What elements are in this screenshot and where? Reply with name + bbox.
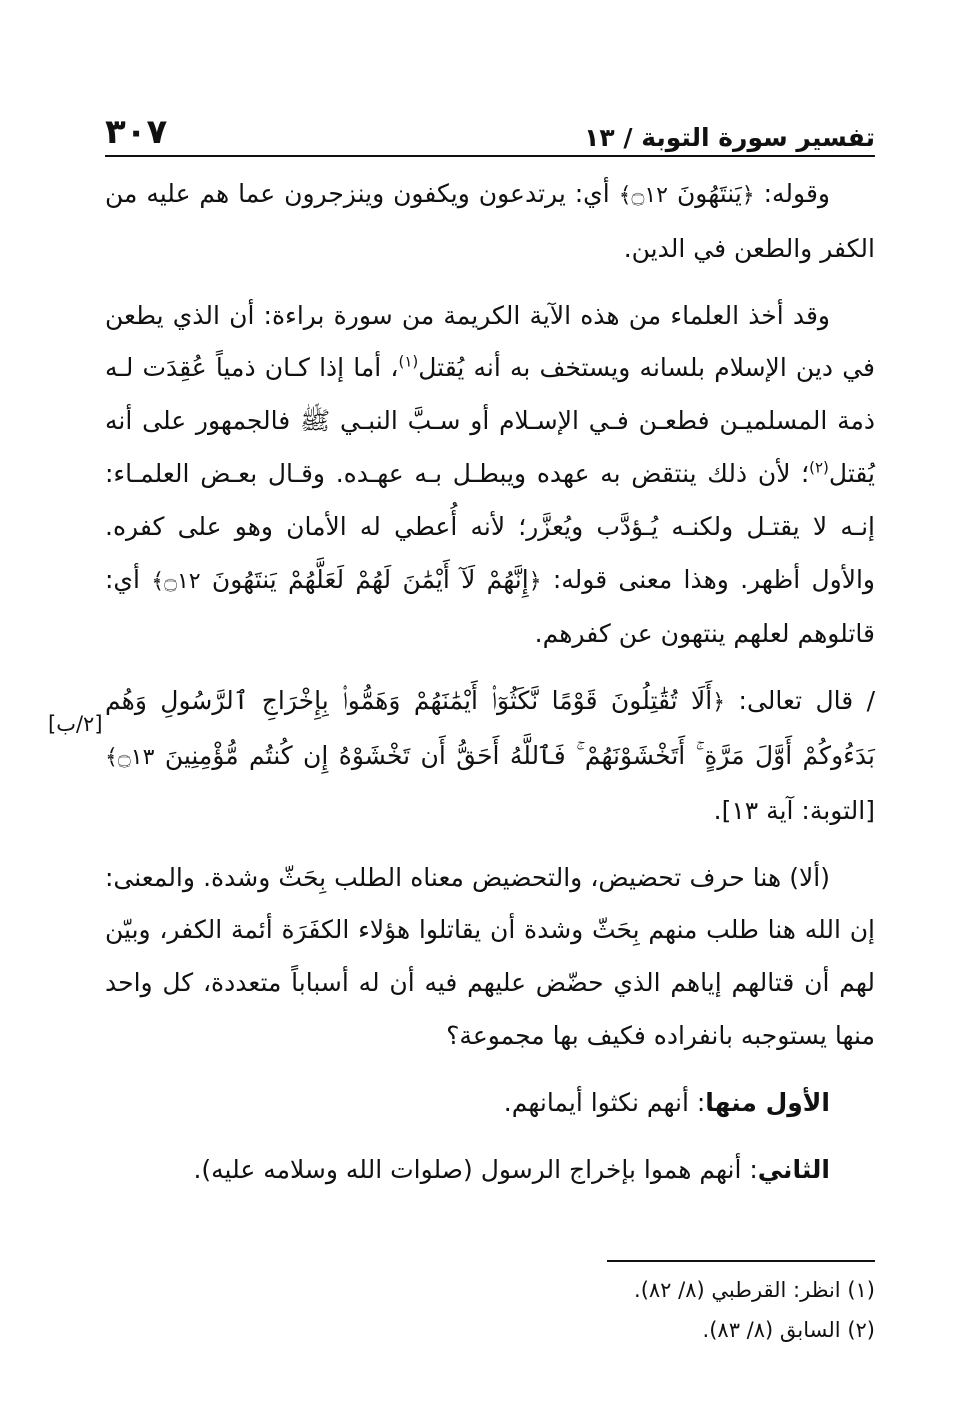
footnotes bbox=[105, 1270, 875, 1350]
footnote-ref-2[interactable]: (٢) bbox=[809, 458, 829, 477]
footnote-text: انظر: القرطبي (٨/ ٨٢). bbox=[634, 1278, 841, 1302]
footnote-2 bbox=[105, 1310, 875, 1350]
main-text bbox=[105, 168, 875, 1210]
text-run: وقد أخذ العلماء من هذه الآية الكريمة من سورة براءة: أن الذي يطعن في دين الإسلام بلسانه ويستخف به أنه يُقتل bbox=[105, 300, 875, 383]
text-run: أي: يرتدعون ويكفون وينزجرون عما هم عليه من الكفر والطعن في الدين. bbox=[105, 179, 875, 263]
paragraph-1 bbox=[105, 168, 875, 276]
ayah-open-bracket: ﴿ bbox=[741, 183, 755, 208]
point-label: الثاني bbox=[757, 1154, 830, 1184]
verse-reference: [التوبة: آية ١٣]. bbox=[713, 795, 875, 825]
ayah-number: ۝١٣ bbox=[117, 744, 155, 770]
paragraph-3 bbox=[105, 675, 875, 837]
paragraph-6 bbox=[105, 1144, 875, 1197]
footnote-text: السابق (٨/ ٨٣). bbox=[702, 1318, 841, 1342]
page-header bbox=[105, 108, 875, 152]
text-run: وقوله: bbox=[754, 179, 830, 208]
text-run: أي: قاتلوهم لعلهم ينتهون عن كفرهم. bbox=[105, 564, 875, 649]
ayah-close-bracket: ﴾ bbox=[151, 568, 165, 594]
ayah-open-bracket: ﴿ bbox=[712, 690, 726, 716]
text-run: : أنهم نكثوا أيمانهم. bbox=[503, 1087, 706, 1117]
text-run: / قال تعالى: bbox=[725, 686, 875, 716]
point-label: الأول منها bbox=[705, 1087, 830, 1117]
paragraph-5 bbox=[105, 1077, 875, 1130]
paragraph-2 bbox=[105, 290, 875, 662]
footnote-number: (٢) bbox=[847, 1318, 875, 1342]
text-run: ، أما إذا كـان ذمياً عُقِدَت لـه ذمة المسلميـن فطعـن فـي الإسـلام أو سـبَّ النبـي ﷺ فالجمهور على أنه يُقتل bbox=[105, 353, 875, 488]
footnote-number: (١) bbox=[847, 1278, 875, 1302]
paragraph-4: (ألا) هنا حرف تحضيض، والتحضيض معناه الطلب بِحَثّ وشدة. والمعنى: إن الله هنا طلب منهم بِحَثّ وشدة أن يقاتلوا هؤلاء الكفَرَة أئمة الكفر، وبيّن لهم أن قتالهم إياهم الذي حضّض عليهم فيه أن له أسباباً متعددة، كل واحد منها يستوجبه بانفراده فكيف بها مجموعة؟ bbox=[105, 862, 875, 1050]
footnote-ref-1[interactable]: (١) bbox=[398, 353, 419, 372]
header-rule bbox=[105, 155, 875, 157]
footnote-separator bbox=[607, 1260, 875, 1262]
text-run: : أنهم هموا بإخراج الرسول (صلوات الله وسلامه عليه). bbox=[193, 1154, 758, 1184]
page-number: ٣٠٧ bbox=[105, 112, 168, 152]
quran-verse: إِنَّهُمْ لَآ أَيْمَٰنَ لَهُمْ لَعَلَّهُمْ يَنتَهُونَ bbox=[211, 564, 529, 594]
manuscript-folio-marker: [٢/ب] bbox=[48, 712, 103, 736]
running-title: تفسير سورة التوبة / ١٣ bbox=[584, 123, 875, 152]
ayah-close-bracket: ﴾ bbox=[618, 183, 632, 208]
ayah-number: ۝١٢ bbox=[164, 568, 201, 594]
quran-verse: يَنتَهُونَ bbox=[676, 179, 742, 208]
ayah-close-bracket: ﴾ bbox=[105, 744, 118, 770]
quran-verse: أَلَا تُقَٰتِلُونَ قَوْمًا نَّكَثُوٓا۟ أَيْمَٰنَهُمْ وَهَمُّوا۟ بِإِخْرَاجِ ٱلرَّسُولِ وَهُم بَدَءُوكُمْ أَوَّلَ مَرَّةٍ ۚ أَتَخْشَوْنَهُمْ ۚ فَٱللَّهُ أَحَقُّ أَن تَخْشَوْهُ إِن كُنتُم مُّؤْمِنِينَ bbox=[105, 686, 875, 770]
footnote-1 bbox=[105, 1270, 875, 1310]
ayah-number: ۝١٢ bbox=[631, 183, 668, 208]
text-run: ؛ لأن ذلك ينتقض به عهده ويبطـل بـه عهـده. وقـال بعـض العلمـاء: إنـه لا يقتـل ولكنـه يُـؤدَّب ويُعزَّر؛ لأنه أُعطي له الأمان وهو على كفره. والأول أظهر. وهذا معنى قوله: bbox=[105, 458, 875, 594]
ayah-open-bracket: ﴿ bbox=[528, 568, 542, 594]
